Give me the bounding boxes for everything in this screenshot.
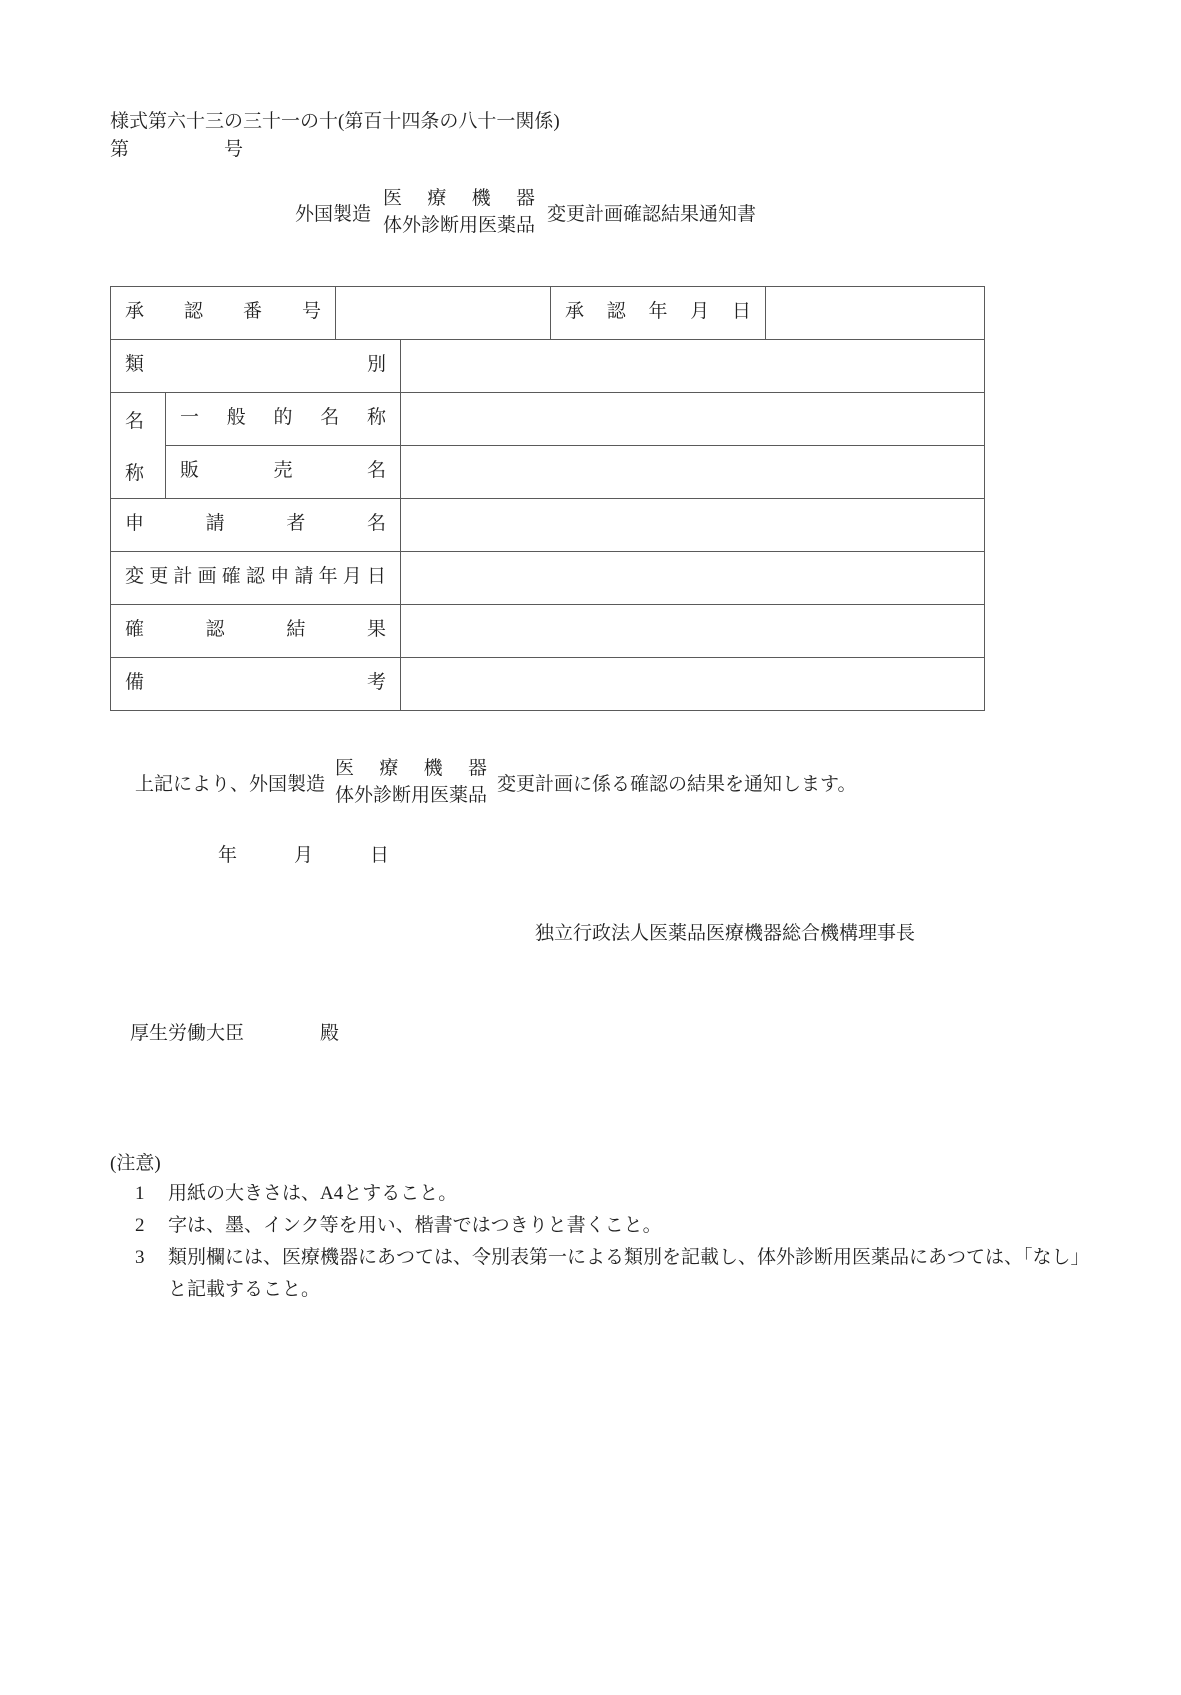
approval-date-value <box>766 287 984 339</box>
brand-name-value <box>401 446 984 498</box>
note-number: 1 <box>135 1183 145 1204</box>
category-value <box>401 340 984 392</box>
notify-prefix: 上記により、外国製造 <box>135 773 326 795</box>
title-prefix: 外国製造 <box>295 203 372 225</box>
document-number: 第 号 <box>110 139 244 160</box>
notify-category-top: 医療機器 <box>335 758 488 779</box>
addressee: 厚生労働大臣 殿 <box>130 1023 340 1044</box>
note-item-3 <box>110 1242 1085 1306</box>
title-category-top: 医療機器 <box>383 188 536 209</box>
category-label: 類別 <box>111 340 401 392</box>
generic-name-value <box>401 393 984 445</box>
document-title <box>295 185 1085 239</box>
note-item-1 <box>110 1178 1085 1210</box>
note-text: 類別欄には、医療機器にあつては、令別表第一による類別を記載し、体外診断用医薬品にあつては、「なし」と記載すること。 <box>168 1247 1081 1300</box>
form-id: 様式第六十三の三十一の十(第百十四条の八十一関係) <box>110 111 560 132</box>
table-row-application-date <box>111 552 984 605</box>
result-label: 確認結果 <box>111 605 401 657</box>
table-row-applicant <box>111 499 984 552</box>
table-row-brand-name <box>166 446 984 498</box>
name-subrows <box>166 393 984 498</box>
approval-number-value <box>336 287 551 339</box>
remarks-label: 備考 <box>111 658 401 710</box>
note-item-2 <box>110 1210 1085 1242</box>
table-row-remarks <box>111 658 984 710</box>
notify-category-stack <box>335 755 487 809</box>
table-row-approval <box>111 287 984 340</box>
name-label-char-bottom: 称 <box>125 463 145 484</box>
title-suffix: 変更計画確認結果通知書 <box>547 203 757 225</box>
table-row-name <box>111 393 984 499</box>
result-value <box>401 605 984 657</box>
note-number: 3 <box>135 1247 145 1268</box>
note-text: 用紙の大きさは、A4とすること。 <box>168 1183 458 1204</box>
title-category-bottom: 体外診断用医薬品 <box>383 215 536 236</box>
title-category-stack <box>383 185 535 239</box>
table-row-result <box>111 605 984 658</box>
table-row-category <box>111 340 984 393</box>
applicant-label: 申請者名 <box>111 499 401 551</box>
notification-sentence <box>135 755 1085 809</box>
generic-name-label: 一般的名称 <box>166 393 401 445</box>
form-table <box>110 286 985 711</box>
notify-category-bottom: 体外診断用医薬品 <box>335 785 488 806</box>
issuer-title: 独立行政法人医薬品医療機器総合機構理事長 <box>535 923 916 944</box>
name-label-char-top: 名 <box>125 411 145 432</box>
notify-suffix: 変更計画に係る確認の結果を通知します。 <box>497 773 857 795</box>
notes-heading: (注意) <box>110 1153 161 1174</box>
note-number: 2 <box>135 1215 145 1236</box>
date-line: 年 月 日 <box>218 845 390 866</box>
applicant-value <box>401 499 984 551</box>
application-date-value <box>401 552 984 604</box>
approval-date-label: 承認年月日 <box>551 287 766 339</box>
table-row-generic-name <box>166 393 984 446</box>
name-label <box>111 393 166 498</box>
application-date-label: 変更計画確認申請年月日 <box>111 552 401 604</box>
approval-number-label: 承認番号 <box>111 287 336 339</box>
note-text: 字は、墨、インク等を用い、楷書ではつきりと書くこと。 <box>168 1215 662 1236</box>
remarks-value <box>401 658 984 710</box>
brand-name-label: 販売名 <box>166 446 401 498</box>
